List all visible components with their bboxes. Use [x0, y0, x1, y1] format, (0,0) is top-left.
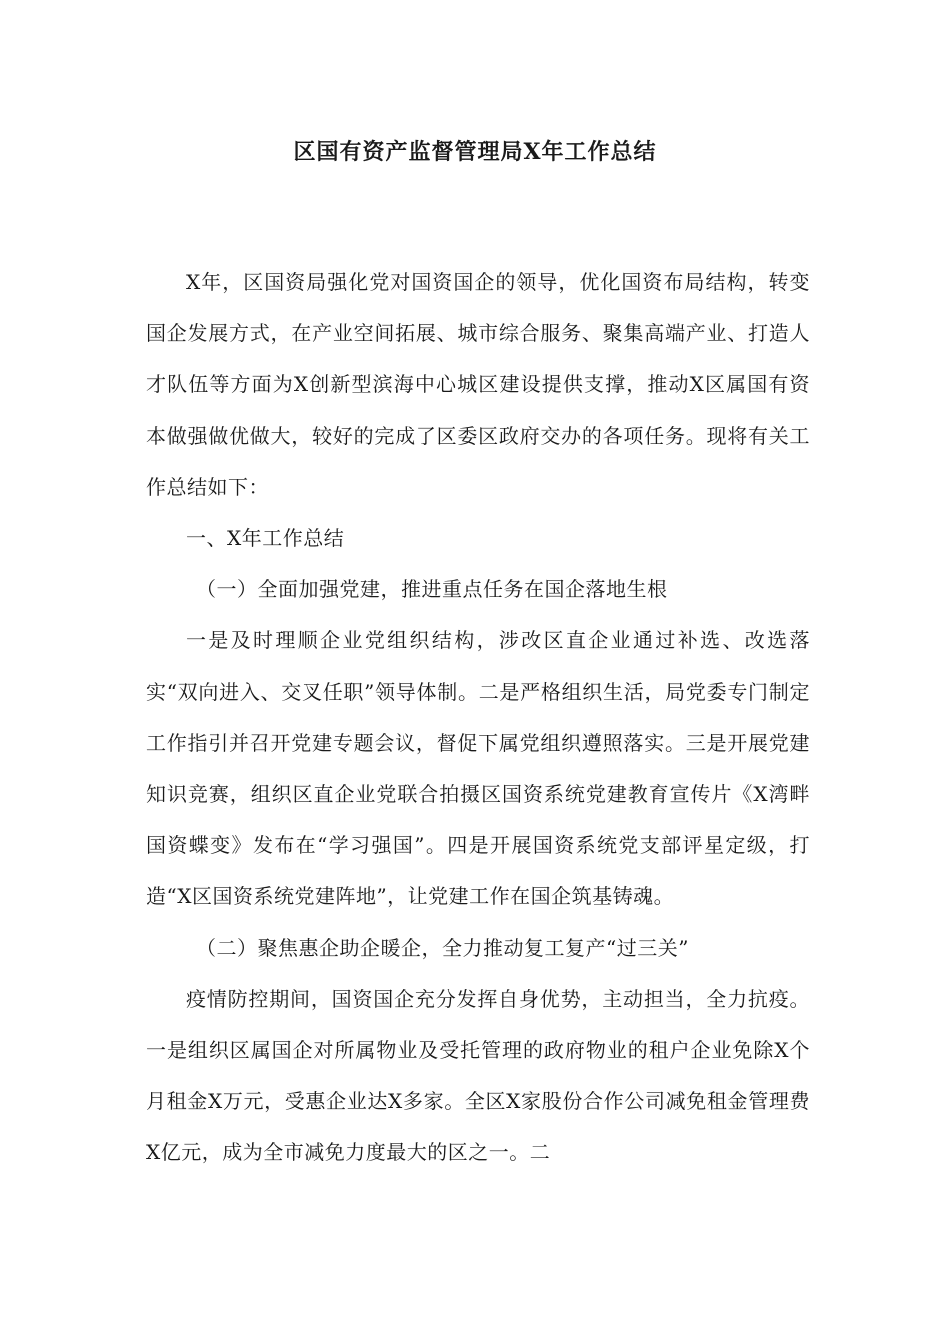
subsection-2-heading: （二）聚焦惠企助企暖企，全力推动复工复产“过三关”	[196, 935, 689, 960]
subsection-1-paragraph: 一是及时理顺企业党组织结构，涉改区直企业通过补选、改选落实“双向进入、交叉任职”领导体制。二是严格组织生活，局党委专门制定工作指引并召开党建专题会议，督促下属党组织遵照落实。三是开展党建知识竞赛，组织区直企业党联合拍摄区国资系统党建教育宣传片《X湾畔国资蝶变》发布在“学习强国”。四是开展国资系统党支部评星定级，打造“X区国资系统党建阵地”，让党建工作在国企筑基铸魂。	[146, 628, 810, 909]
section-1-heading: 一、X年工作总结	[186, 526, 345, 551]
subsection-2-paragraph: 疫情防控期间，国资国企充分发挥自身优势，主动担当，全力抗疫。一是组织区属国企对所属物业及受托管理的政府物业的租户企业免除X个月租金X万元，受惠企业达X多家。全区X家股份合作公司减免租金管理费X亿元，成为全市减免力度最大的区之一。二	[146, 986, 810, 1165]
subsection-1-heading: （一）全面加强党建，推进重点任务在国企落地生根	[196, 577, 668, 602]
document-body	[146, 257, 810, 1179]
document-title: 区国有资产监督管理局X年工作总结	[293, 139, 657, 165]
intro-paragraph: X年，区国资局强化党对国资国企的领导，优化国资布局结构，转变国企发展方式，在产业空间拓展、城市综合服务、聚集高端产业、打造人才队伍等方面为X创新型滨海中心城区建设提供支撑，推动X区属国有资本做强做优做大，较好的完成了区委区政府交办的各项任务。现将有关工作总结如下：	[146, 270, 810, 499]
